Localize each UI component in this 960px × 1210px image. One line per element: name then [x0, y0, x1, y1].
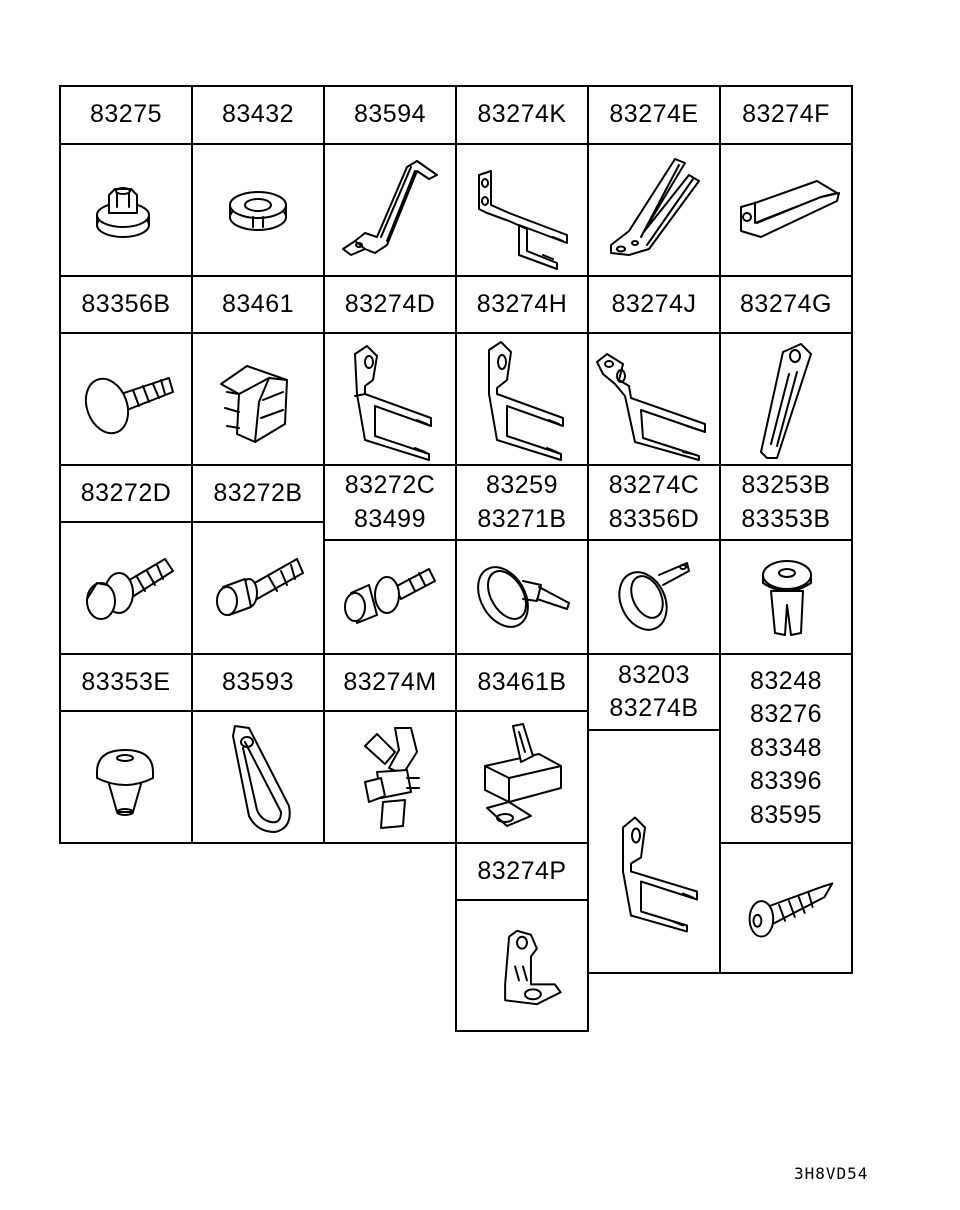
part-number: 83274K: [477, 100, 567, 129]
part-label-83274p: [455, 842, 589, 901]
part-number: 83275: [89, 100, 163, 129]
part-image-83274h: [455, 332, 589, 466]
part-image-83272b: [191, 521, 325, 655]
ring-clamp-icon: [589, 541, 719, 653]
part-number: 83274H: [476, 289, 568, 318]
part-image-83461b: [455, 710, 589, 844]
part-label-83253b: [719, 464, 853, 541]
connector-clip-icon: [457, 712, 587, 842]
part-number-group: [609, 469, 700, 536]
part-number: 83274D: [344, 289, 436, 318]
slotted-strap-icon: [721, 334, 851, 464]
part-label-83272b: [191, 464, 325, 523]
part-label-83274f: [719, 85, 853, 145]
part-number: 83461B: [477, 667, 567, 696]
part-number: 83274E: [609, 100, 699, 129]
part-number: 83274G: [740, 289, 832, 318]
part-number: 83274F: [742, 100, 830, 129]
part-number: 83356B: [81, 289, 171, 318]
part-number: 83259: [485, 471, 558, 499]
part-label-83461: [191, 275, 325, 334]
part-image-83274g: [719, 332, 853, 466]
part-number-group: [609, 659, 698, 726]
push-cap-icon: [61, 712, 191, 842]
part-label-83274k: [455, 85, 589, 145]
part-image-83594: [323, 143, 457, 277]
long-bracket-icon: [325, 145, 455, 275]
part-image-83274e: [587, 143, 721, 277]
part-number-group: [750, 665, 822, 833]
part-image-83272c: [323, 539, 457, 655]
part-label-83353e: [59, 653, 193, 712]
part-image-83356b: [59, 332, 193, 466]
part-label-83272d: [59, 464, 193, 523]
part-image-83248: [719, 842, 853, 974]
part-image-83461: [191, 332, 325, 466]
part-number: 83595: [749, 800, 823, 829]
part-number: 83348: [749, 733, 823, 762]
loop-strap-icon: [193, 712, 323, 842]
part-number: 83272C: [344, 471, 436, 499]
part-number: 83593: [221, 667, 295, 696]
part-number: 83274P: [477, 856, 567, 885]
part-number: 83274B: [609, 694, 699, 722]
part-label-83274h: [455, 275, 589, 334]
diagram-code: 3H8VD54: [794, 1164, 869, 1183]
forked-bracket-icon: [457, 145, 587, 275]
part-number-group: [477, 469, 566, 536]
part-number-group: [741, 469, 830, 536]
part-label-83274j: [587, 275, 721, 334]
part-image-83259: [455, 539, 589, 655]
part-number: 83594: [353, 100, 427, 129]
part-label-83274m: [323, 653, 457, 712]
part-label-83594: [323, 85, 457, 145]
part-image-83253b: [719, 539, 853, 655]
part-number: 83203: [617, 660, 690, 689]
part-number: 83276: [749, 700, 823, 729]
split-rivet-icon: [721, 541, 851, 653]
part-image-83274m: [323, 710, 457, 844]
part-image-83274p: [455, 899, 589, 1032]
part-label-83432: [191, 85, 325, 145]
part-image-83353e: [59, 710, 193, 844]
part-number: 83271B: [477, 504, 567, 533]
grommet-nut-icon: [61, 145, 191, 275]
angle-bracket-icon: [721, 145, 851, 275]
part-image-83203: [587, 729, 721, 974]
part-label-83275: [59, 85, 193, 145]
push-rivet-icon: [61, 334, 191, 464]
part-number: 83432: [221, 100, 295, 129]
part-number: 83499: [353, 504, 426, 533]
part-label-83203: [587, 653, 721, 731]
part-image-83432: [191, 143, 325, 277]
part-number: 83353E: [81, 667, 171, 696]
part-label-83593: [191, 653, 325, 712]
part-image-83274j: [587, 332, 721, 466]
part-label-83356b: [59, 275, 193, 334]
fork-bracket-icon: [457, 334, 587, 464]
part-label-83274c: [587, 464, 721, 541]
twin-clip-icon: [325, 712, 455, 842]
part-number: 83272D: [80, 478, 172, 507]
part-number: 83461: [221, 289, 295, 318]
part-label-83274e: [587, 85, 721, 145]
channel-bracket-icon: [589, 145, 719, 275]
part-image-83275: [59, 143, 193, 277]
part-image-83274f: [719, 143, 853, 277]
part-number: 83356D: [608, 504, 700, 533]
part-number: 83248: [749, 666, 823, 695]
part-number: 83353B: [741, 504, 831, 533]
part-label-83259: [455, 464, 589, 541]
part-image-83274c: [587, 539, 721, 655]
part-image-83272d: [59, 521, 193, 655]
stud-clip-icon: [61, 523, 191, 653]
part-number: 83396: [749, 767, 823, 796]
part-image-83593: [191, 710, 325, 844]
fork-bracket-icon: [589, 731, 719, 972]
stud-clip-icon: [325, 541, 455, 653]
part-number-group: [345, 469, 436, 536]
band-clamp-icon: [457, 541, 587, 653]
part-label-83272c: [323, 464, 457, 541]
part-number: 83274C: [608, 471, 700, 499]
part-number: 83274M: [343, 667, 437, 696]
fork-bracket-icon: [325, 334, 455, 464]
wire-clip-icon: [193, 334, 323, 464]
offset-fork-bracket-icon: [589, 334, 719, 464]
tab-bracket-icon: [457, 901, 587, 1030]
tapping-screw-icon: [721, 844, 851, 972]
part-label-83274d: [323, 275, 457, 334]
split-ring-icon: [193, 145, 323, 275]
part-number: 83253B: [741, 471, 831, 499]
part-number: 83274J: [611, 289, 697, 318]
part-label-83461b: [455, 653, 589, 712]
part-image-83274k: [455, 143, 589, 277]
part-image-83274d: [323, 332, 457, 466]
part-label-83274g: [719, 275, 853, 334]
part-number: 83272B: [213, 478, 303, 507]
part-label-83248: [719, 653, 853, 844]
stud-bolt-icon: [193, 523, 323, 653]
